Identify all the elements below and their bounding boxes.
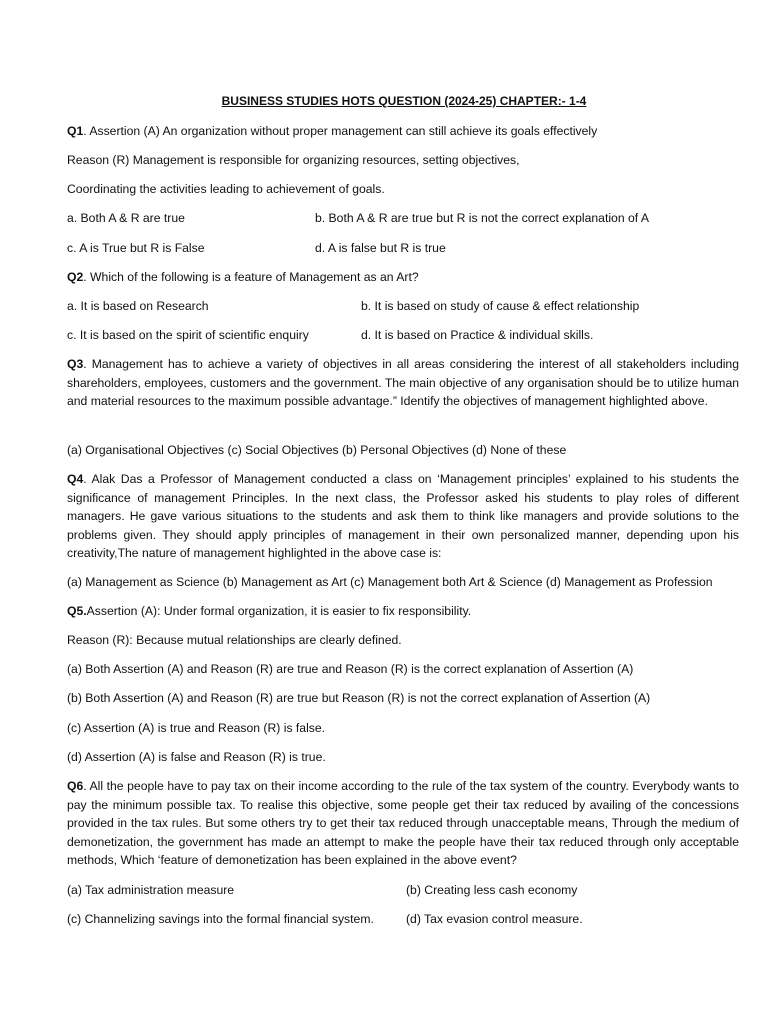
q1-reason-line-2: Coordinating the activities leading to achievement of goals. bbox=[67, 182, 385, 196]
q3-number: Q3 bbox=[67, 357, 84, 371]
q6-number: Q6 bbox=[67, 779, 84, 793]
q1-assertion bbox=[67, 123, 597, 139]
q2-option-b: b. It is based on study of cause & effect relationship bbox=[361, 299, 640, 313]
q5-assertion-text: Assertion (A): Under formal organization, it is easier to fix responsibility. bbox=[86, 604, 472, 618]
q6-option-a: (a) Tax administration measure bbox=[67, 883, 235, 897]
q1-option-a: a. Both A & R are true bbox=[67, 211, 185, 225]
document-title: BUSINESS STUDIES HOTS QUESTION (2024-25) CHAPTER:- 1-4 bbox=[221, 94, 587, 108]
q5-option-b: (b) Both Assertion (A) and Reason (R) are true but Reason (R) is not the correct explanation of Assertion (A) bbox=[67, 691, 651, 705]
q6-option-d: (d) Tax evasion control measure. bbox=[406, 912, 583, 926]
q1-option-d: d. A is false but R is true bbox=[315, 241, 446, 255]
q4-number: Q4 bbox=[67, 472, 84, 486]
q2-option-a: a. It is based on Research bbox=[67, 299, 209, 313]
q5-option-a: (a) Both Assertion (A) and Reason (R) are true and Reason (R) is the correct explanation of Assertion (A) bbox=[67, 662, 634, 676]
q2-option-d: d. It is based on Practice & individual skills. bbox=[361, 328, 594, 342]
q6-option-b: (b) Creating less cash economy bbox=[406, 883, 578, 897]
q6-question-text: . All the people have to pay tax on their income according to the rule of the tax system of the country. Everybody wants to pay the minimum possible tax. To realise this objective, some people get their tax reduced by availing of the concessions provided in the tax rules. But some others try to get their tax reduced through unacceptable means, Through the medium of demonetization, the government has made an attempt to make the people have their tax reduced through only acceptable methods, Which ‘feature of demonetization has been explained in the above event? bbox=[67, 779, 739, 867]
q1-reason-line-1: Reason (R) Management is responsible for organizing resources, setting objectives, bbox=[67, 153, 520, 167]
q4-question-text: . Alak Das a Professor of Management conducted a class on ‘Management principles’ explained to his students the significance of management Principles. In the next class, the Professor asked his students to play roles of different managers. He gave various situations to the students and ask them to think like managers and provide solutions to the problems given. They should apply principles of management in their own personalized manner, depending upon his creativity,The nature of management highlighted in the above case is: bbox=[67, 472, 739, 560]
q5-reason: Reason (R): Because mutual relationships are clearly defined. bbox=[67, 633, 402, 647]
q6-option-c: (c) Channelizing savings into the formal financial system. bbox=[67, 912, 374, 926]
q2-option-c: c. It is based on the spirit of scientific enquiry bbox=[67, 328, 309, 342]
q6-question bbox=[67, 777, 739, 870]
q1-assertion-text: . Assertion (A) An organization without proper management can still achieve its goals effectively bbox=[83, 124, 598, 138]
q5-number: Q5. bbox=[67, 604, 87, 618]
q3-options: (a) Organisational Objectives (c) Social Objectives (b) Personal Objectives (d) None of these bbox=[67, 443, 567, 457]
q3-question bbox=[67, 355, 739, 411]
q4-options: (a) Management as Science (b) Management as Art (c) Management both Art & Science (d) Management as Profession bbox=[67, 575, 713, 589]
q5-option-d: (d) Assertion (A) is false and Reason (R) is true. bbox=[67, 750, 326, 764]
q5-assertion bbox=[67, 603, 471, 619]
q1-option-c: c. A is True but R is False bbox=[67, 241, 205, 255]
q1-option-b: b. Both A & R are true but R is not the correct explanation of A bbox=[315, 211, 649, 225]
q2-question bbox=[67, 269, 419, 285]
q5-option-c: (c) Assertion (A) is true and Reason (R) is false. bbox=[67, 721, 326, 735]
q4-question bbox=[67, 470, 739, 563]
q1-number: Q1 bbox=[67, 124, 84, 138]
q2-number: Q2 bbox=[67, 270, 84, 284]
q3-question-text: . Management has to achieve a variety of objectives in all areas considering the interest of all stakeholders including shareholders, employees, customers and the government. The main objective of any organisation should be to utilize human and material resources to the maximum possible advantage.” Identify the objectives of management highlighted above. bbox=[67, 357, 739, 408]
q2-question-text: . Which of the following is a feature of Management as an Art? bbox=[83, 270, 419, 284]
